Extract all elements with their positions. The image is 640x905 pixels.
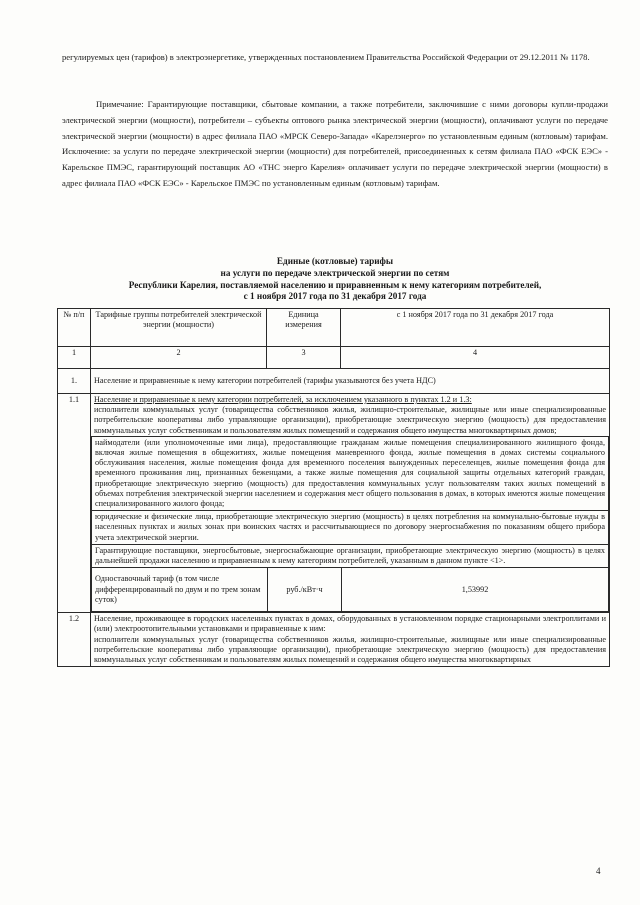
header-group: Тарифные группы потребителей электрической энергии (мощности) bbox=[91, 309, 267, 347]
table-row-1-2 bbox=[58, 613, 610, 667]
row-1-1-item-d: Гарантирующие поставщики, энергосбытовые, энергоснабжающие организации, приобретающие электрическую энергию (мощность) в целях дальнейшей продажи населению и приравненным к нему категориям потребителей, указанным в данном пункте <1>. bbox=[91, 544, 609, 567]
table-header-row bbox=[58, 309, 610, 347]
table-row-1 bbox=[58, 369, 610, 394]
column-number-row bbox=[58, 347, 610, 369]
table-title-line-2: на услуги по передаче электрической энергии по сетям bbox=[220, 267, 450, 278]
header-period: с 1 ноября 2017 года по 31 декабря 2017 года bbox=[341, 309, 610, 347]
tariff-unit: руб./кВт·ч bbox=[268, 568, 342, 612]
row-1-2-num: 1.2 bbox=[58, 613, 91, 667]
row-1-2-head: Население, проживающее в городских населенных пунктах в домах, оборудованных в установленном порядке стационарными электроплитами и (или) электроотопительными установками и приравненные к ним: bbox=[94, 614, 606, 634]
row-1-2-item-a: исполнители коммунальных услуг (товарищества собственников жилья, жилищно-строительные, жилищные или иные специализированные потребительские кооперативы либо управляющие организации), приобретающие электрическую энергию (мощность) для предоставления коммунальных услуг собственникам и пользователям жилых помещений и содержания общего имущества многоквартирных bbox=[94, 634, 606, 665]
col-number-1: 1 bbox=[58, 347, 91, 369]
table-title-line-1: Единые (котловые) тарифы bbox=[276, 256, 394, 266]
col-number-4: 4 bbox=[341, 347, 610, 369]
table-title-line-4: с 1 ноября 2017 года по 31 декабря 2017 года bbox=[243, 291, 427, 302]
row-1-1-head: Население и приравненные к нему категории потребителей, за исключением указанного в пунктах 1.2 и 1.3: bbox=[94, 395, 472, 404]
row-1-1-item-a: исполнители коммунальных услуг (товарищества собственников жилья, жилищно-строительные, жилищные или иные специализированные потребительские кооперативы либо управляющие организации), приобретающие электрическую энергию (мощность) для предоставления коммунальных услуг собственникам и пользователям жилых помещений и содержания общего имущества многоквартирных домов; bbox=[94, 405, 606, 435]
tariff-label: Одноставочный тариф (в том числе дифференцированный по двум и по трем зонам суток) bbox=[92, 568, 268, 612]
table-row-1-1 bbox=[58, 394, 610, 613]
row-1-1-tariff-row bbox=[92, 568, 609, 612]
header-unit: Единица измерения bbox=[267, 309, 341, 347]
row-1-1-item-b: наймодатели (или уполномоченные ими лица), предоставляющие гражданам жилые помещения специализированного жилищного фонда, включая жилые помещения в общежитиях, жилые помещения маневренного фонда, жилые помещения в домах системы социального обслуживания населения, жилые помещения фонда для временного поселения вынужденных переселенцев, жилые помещения фонда для временного проживания лиц, признанных беженцами, а также жилые помещения для социальной защиты отдельных категорий граждан, приобретающие электрическую энергию (мощность) для предоставления коммунальных услуг пользователям таких жилых помещений в объемах потребления электрической энергии населением и содержания мест общего пользования в домах, в которых имеются жилые помещения специализированного жилого фонда; bbox=[91, 436, 609, 510]
table-title bbox=[62, 256, 608, 303]
row-1-text: Население и приравненные к нему категории потребителей (тарифы указываются без учета НДС) bbox=[91, 369, 610, 394]
row-1-2-content bbox=[91, 613, 610, 667]
row-1-1-item-c: юридические и физические лица, приобретающие электрическую энергию (мощность) в целях потребления на коммунально-бытовые нужды в населенных пунктах и жилых зонах при воинских частях и рассчитывающиеся по договору энергоснабжения по показаниям общего прибора учета электрической энергии. bbox=[91, 510, 609, 544]
table-title-line-3: Республики Карелия, поставляемой населению и приравненным к нему категориям потребителей, bbox=[128, 279, 542, 290]
page-number: 4 bbox=[596, 866, 601, 876]
row-1-1-content bbox=[91, 394, 610, 613]
col-number-2: 2 bbox=[91, 347, 267, 369]
intro-paragraph-continued: регулируемых цен (тарифов) в электроэнергетике, утвержденных постановлением Правительства Российской Федерации от 29.12.2011 № 1178. bbox=[62, 52, 590, 62]
tariff-table bbox=[57, 308, 610, 667]
header-num: № п/п bbox=[58, 309, 91, 347]
row-1-1-num: 1.1 bbox=[58, 394, 91, 613]
row-1-num: 1. bbox=[58, 369, 91, 394]
col-number-3: 3 bbox=[267, 347, 341, 369]
row-1-1-tariff-table bbox=[91, 567, 609, 612]
intro-note-paragraph: Примечание: Гарантирующие поставщики, сбытовые компании, а также потребители, заключившие с ними договоры купли-продажи электрической энергии (мощности), потребители – субъекты оптового рынка электрической энергии (мощности), оплачивают услуги по передаче электрической энергии (мощности) в адрес филиала ПАО «МРСК Северо-Запада» «Карелэнерго» по установленным единым (котловым) тарифам. Исключение: за услуги по передаче электрической энергии (мощности) для потребителей, присоединенных к сетям филиала ПАО «ФСК ЕЭС» - Карельское ПМЭС, гарантирующий поставщик АО «ТНС энерго Карелия» оплачивает услуги по передаче электрической энергии (мощности) в адрес филиала ПАО «ФСК ЕЭС» - Карельское ПМЭС по установленным единым (котловым) тарифам. bbox=[62, 99, 608, 188]
tariff-value: 1,53992 bbox=[342, 568, 609, 612]
